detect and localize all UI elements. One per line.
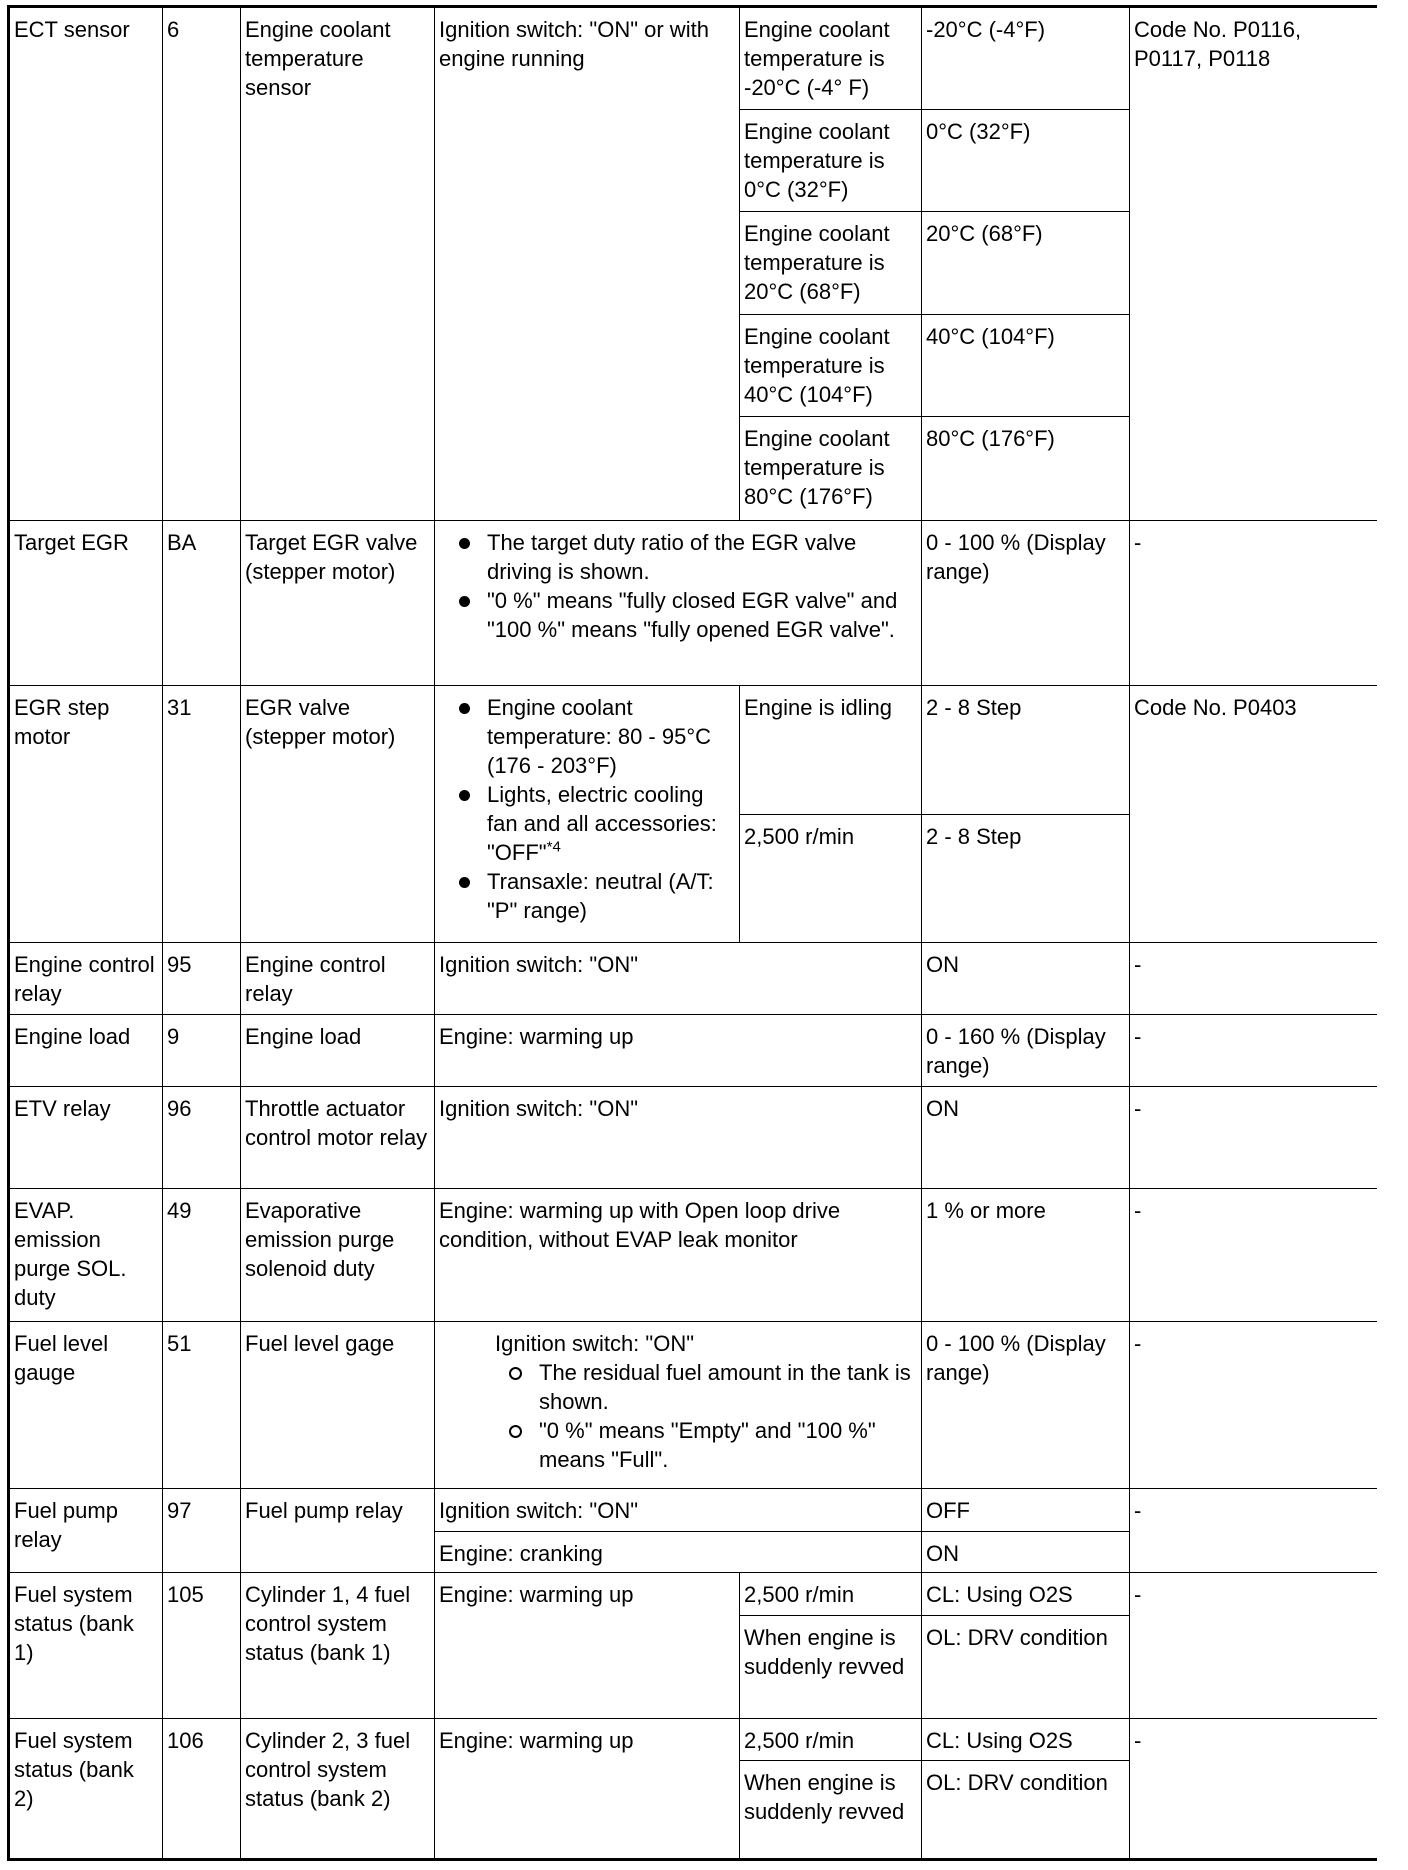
item-description: Evaporative emission purge solenoid duty bbox=[241, 1189, 435, 1321]
item-description: Engine load bbox=[241, 1014, 435, 1087]
table-row bbox=[9, 943, 1378, 1015]
item-id: 105 bbox=[163, 1573, 241, 1718]
specification-value: 80°C (176°F) bbox=[922, 416, 1130, 520]
specification-value: OL: DRV condition bbox=[922, 1615, 1130, 1718]
reference: Code No. P0116, P0117, P0118 bbox=[1130, 7, 1378, 521]
item-condition: Engine: cranking bbox=[435, 1531, 922, 1572]
item-condition: Ignition switch: "ON" bbox=[435, 1489, 922, 1531]
item-condition: Engine: warming up bbox=[435, 1573, 740, 1718]
sub-condition: 2,500 r/min bbox=[740, 1573, 922, 1615]
item-id: 106 bbox=[163, 1718, 241, 1859]
reference: - bbox=[1130, 1489, 1378, 1573]
specification-value: 20°C (68°F) bbox=[922, 211, 1130, 314]
list-item: "0 %" means "Empty" and "100 %" means "Full". bbox=[539, 1416, 917, 1474]
reference: - bbox=[1130, 1014, 1378, 1087]
specification-value: 0 - 100 % (Display range) bbox=[922, 1321, 1130, 1489]
item-name: EGR step motor bbox=[9, 685, 163, 942]
spec-sheet bbox=[7, 5, 1377, 1861]
specification-value: 0°C (32°F) bbox=[922, 110, 1130, 212]
specification-value: ON bbox=[922, 1531, 1130, 1572]
item-description: Engine coolant temperature sensor bbox=[241, 7, 435, 521]
item-id: 9 bbox=[163, 1014, 241, 1087]
condition-list bbox=[439, 1358, 917, 1474]
list-item-text: Lights, electric cooling fan and all accessories: "OFF" bbox=[487, 781, 717, 865]
list-item: Transaxle: neutral (A/T: "P" range) bbox=[487, 867, 735, 925]
specification-value: CL: Using O2S bbox=[922, 1573, 1130, 1615]
item-condition: Ignition switch: "ON" bbox=[435, 1087, 922, 1189]
condition-heading: Ignition switch: "ON" bbox=[495, 1330, 695, 1356]
item-description: Throttle actuator control motor relay bbox=[241, 1087, 435, 1189]
list-item: "0 %" means "fully closed EGR valve" and "100 %" means "fully opened EGR valve". bbox=[487, 586, 917, 644]
item-id: 95 bbox=[163, 943, 241, 1015]
item-id: 97 bbox=[163, 1489, 241, 1573]
item-condition bbox=[435, 685, 740, 942]
condition-list bbox=[439, 528, 917, 644]
item-condition: Engine: warming up bbox=[435, 1718, 740, 1859]
table-row bbox=[9, 1573, 1378, 1615]
reference: - bbox=[1130, 1718, 1378, 1859]
item-name: Fuel pump relay bbox=[9, 1489, 163, 1573]
table-row bbox=[9, 1489, 1378, 1531]
sub-condition: Engine coolant temperature is 80°C (176°F) bbox=[740, 416, 922, 520]
specification-value: OL: DRV condition bbox=[922, 1760, 1130, 1859]
sub-condition: Engine is idling bbox=[740, 685, 922, 814]
item-description: Cylinder 2, 3 fuel control system status (bank 2) bbox=[241, 1718, 435, 1859]
reference: - bbox=[1130, 1087, 1378, 1189]
item-name: EVAP. emission purge SOL. duty bbox=[9, 1189, 163, 1321]
item-id: 51 bbox=[163, 1321, 241, 1489]
item-condition: Ignition switch: "ON" or with engine running bbox=[435, 7, 740, 521]
specification-value: 1 % or more bbox=[922, 1189, 1130, 1321]
item-name: ETV relay bbox=[9, 1087, 163, 1189]
sub-condition: 2,500 r/min bbox=[740, 1718, 922, 1760]
item-name: Target EGR bbox=[9, 520, 163, 685]
reference: - bbox=[1130, 520, 1378, 685]
reference: - bbox=[1130, 1573, 1378, 1718]
reference: - bbox=[1130, 943, 1378, 1015]
list-item: Engine coolant temperature: 80 - 95°C (176 - 203°F) bbox=[487, 693, 735, 780]
reference: Code No. P0403 bbox=[1130, 685, 1378, 942]
table-row bbox=[9, 1321, 1378, 1489]
item-description: Engine control relay bbox=[241, 943, 435, 1015]
table-row bbox=[9, 1718, 1378, 1760]
list-item bbox=[487, 780, 735, 867]
table-row bbox=[9, 1087, 1378, 1189]
item-name: Fuel system status (bank 2) bbox=[9, 1718, 163, 1859]
table-row bbox=[9, 1014, 1378, 1087]
reference: - bbox=[1130, 1321, 1378, 1489]
item-description: EGR valve (stepper motor) bbox=[241, 685, 435, 942]
item-description: Cylinder 1, 4 fuel control system status (bank 1) bbox=[241, 1573, 435, 1718]
specification-value: ON bbox=[922, 1087, 1130, 1189]
item-description: Target EGR valve (stepper motor) bbox=[241, 520, 435, 685]
monitor-item-table bbox=[7, 5, 1377, 1861]
item-description: Fuel level gage bbox=[241, 1321, 435, 1489]
table-row bbox=[9, 7, 1378, 110]
sub-condition: 2,500 r/min bbox=[740, 814, 922, 942]
sub-condition: Engine coolant temperature is 20°C (68°F) bbox=[740, 211, 922, 314]
item-id: 49 bbox=[163, 1189, 241, 1321]
sub-condition: When engine is suddenly revved bbox=[740, 1615, 922, 1718]
list-item: The residual fuel amount in the tank is shown. bbox=[539, 1358, 917, 1416]
specification-value: OFF bbox=[922, 1489, 1130, 1531]
specification-value: ON bbox=[922, 943, 1130, 1015]
footnote-mark: *4 bbox=[546, 838, 561, 856]
sub-condition: Engine coolant temperature is 0°C (32°F) bbox=[740, 110, 922, 212]
sub-condition: Engine coolant temperature is -20°C (-4° F) bbox=[740, 7, 922, 110]
item-description: Fuel pump relay bbox=[241, 1489, 435, 1573]
item-name: Engine control relay bbox=[9, 943, 163, 1015]
item-id: 6 bbox=[163, 7, 241, 521]
item-name: Fuel level gauge bbox=[9, 1321, 163, 1489]
specification-value: 40°C (104°F) bbox=[922, 314, 1130, 416]
item-condition bbox=[435, 1321, 922, 1489]
list-item: The target duty ratio of the EGR valve driving is shown. bbox=[487, 528, 917, 586]
item-name: Fuel system status (bank 1) bbox=[9, 1573, 163, 1718]
specification-value: -20°C (-4°F) bbox=[922, 7, 1130, 110]
table-row bbox=[9, 520, 1378, 685]
sub-condition: Engine coolant temperature is 40°C (104°F) bbox=[740, 314, 922, 416]
item-id: BA bbox=[163, 520, 241, 685]
item-condition: Ignition switch: "ON" bbox=[435, 943, 922, 1015]
specification-value: 2 - 8 Step bbox=[922, 685, 1130, 814]
specification-value: 2 - 8 Step bbox=[922, 814, 1130, 942]
condition-list bbox=[439, 693, 735, 925]
item-id: 96 bbox=[163, 1087, 241, 1189]
specification-value: CL: Using O2S bbox=[922, 1718, 1130, 1760]
table-row bbox=[9, 685, 1378, 814]
item-name: Engine load bbox=[9, 1014, 163, 1087]
reference: - bbox=[1130, 1189, 1378, 1321]
item-condition bbox=[435, 520, 922, 685]
item-condition: Engine: warming up with Open loop drive condition, without EVAP leak monitor bbox=[435, 1189, 922, 1321]
sub-condition: When engine is suddenly revved bbox=[740, 1760, 922, 1859]
table-row bbox=[9, 1189, 1378, 1321]
item-name: ECT sensor bbox=[9, 7, 163, 521]
item-id: 31 bbox=[163, 685, 241, 942]
specification-value: 0 - 100 % (Display range) bbox=[922, 520, 1130, 685]
item-condition: Engine: warming up bbox=[435, 1014, 922, 1087]
specification-value: 0 - 160 % (Display range) bbox=[922, 1014, 1130, 1087]
